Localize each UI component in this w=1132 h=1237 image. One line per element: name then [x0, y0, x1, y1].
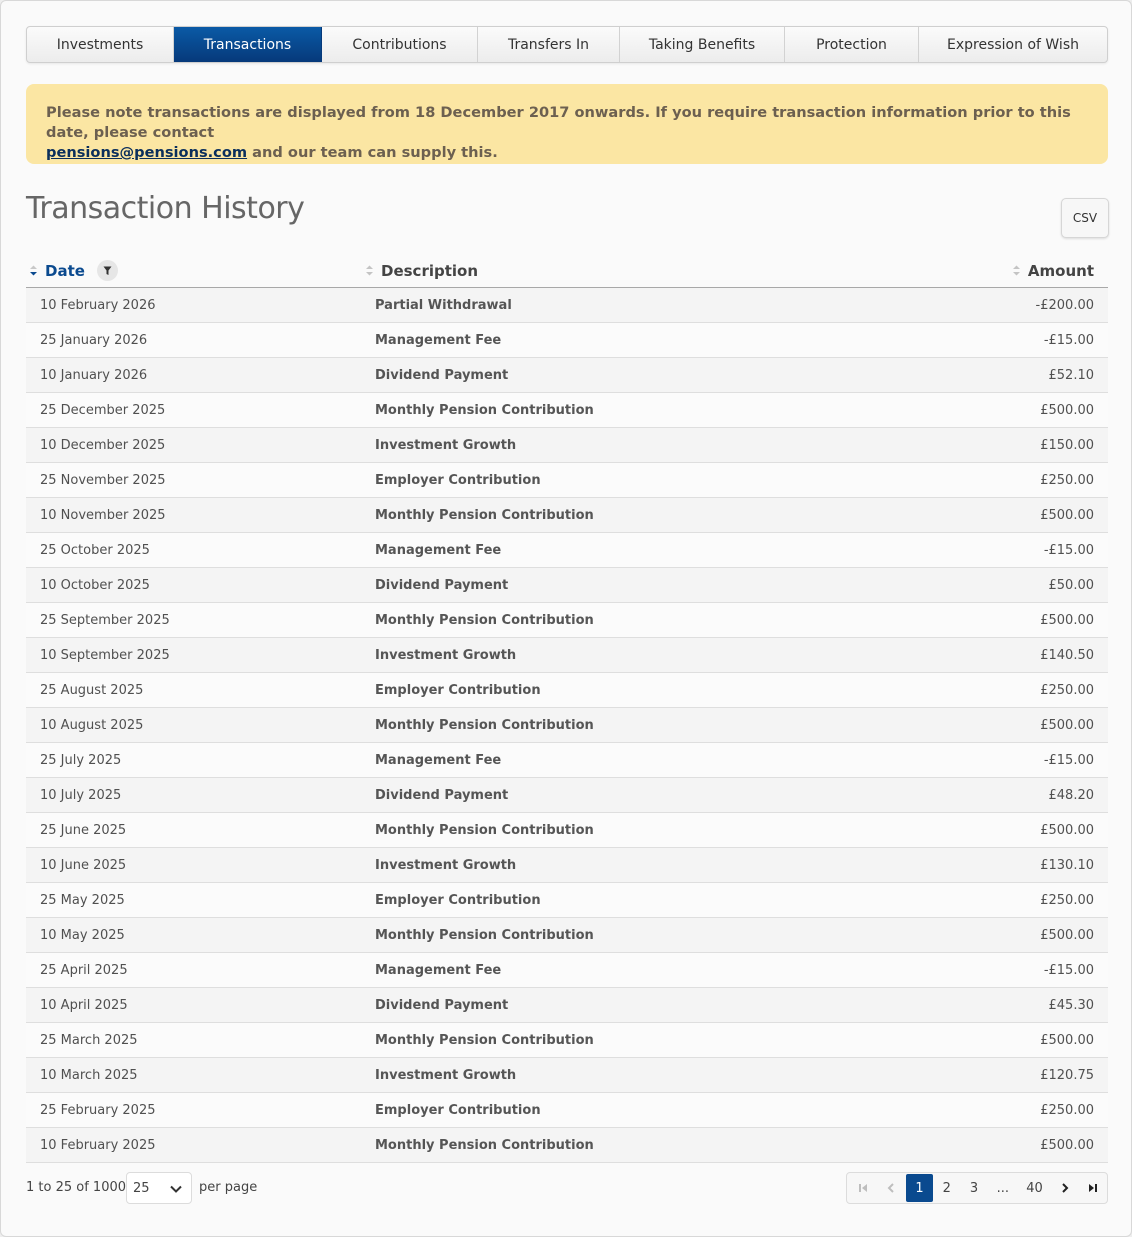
row-amount: -£15.00: [1043, 332, 1094, 348]
row-description: Monthly Pension Contribution: [375, 717, 594, 733]
column-header-amount[interactable]: [1012, 253, 1094, 288]
first-page-icon: [857, 1182, 869, 1194]
prev-page-button[interactable]: [877, 1174, 906, 1202]
column-label-description: Description: [381, 261, 479, 280]
first-page-button[interactable]: [849, 1174, 877, 1202]
transactions-table: [26, 253, 1108, 1163]
table-body: [26, 288, 1108, 1163]
column-header-date[interactable]: [29, 253, 118, 288]
tab-protection[interactable]: Protection: [785, 27, 919, 62]
notice-text: Please note transactions are displayed from 18 December 2017 onwards. If you require transaction information prior to this date, please contact: [46, 104, 1071, 141]
row-amount: £130.10: [1040, 857, 1094, 873]
table-row: [26, 848, 1108, 883]
row-date: 25 October 2025: [40, 542, 150, 558]
row-date: 25 September 2025: [40, 612, 170, 628]
row-amount: -£15.00: [1043, 752, 1094, 768]
page-title: Transaction History: [26, 191, 305, 226]
row-description: Monthly Pension Contribution: [375, 402, 594, 418]
sort-icon: [365, 264, 374, 277]
column-label-date: Date: [45, 261, 85, 280]
per-page-value: 25: [133, 1180, 150, 1196]
table-row: [26, 743, 1108, 778]
table-footer: [26, 1171, 1108, 1205]
tab-investments[interactable]: Investments: [27, 27, 174, 62]
table-row: [26, 288, 1108, 323]
row-date: 10 April 2025: [40, 997, 128, 1013]
results-range: 1 to 25 of 1000: [26, 1180, 127, 1195]
table-row: [26, 533, 1108, 568]
row-amount: -£15.00: [1043, 542, 1094, 558]
row-date: 10 October 2025: [40, 577, 150, 593]
row-amount: £250.00: [1040, 472, 1094, 488]
table-row: [26, 883, 1108, 918]
table-row: [26, 708, 1108, 743]
row-amount: £120.75: [1040, 1067, 1094, 1083]
table-row: [26, 498, 1108, 533]
table-row: [26, 813, 1108, 848]
table-row: [26, 463, 1108, 498]
column-header-description[interactable]: [365, 253, 478, 288]
prev-page-icon: [885, 1182, 897, 1194]
row-description: Investment Growth: [375, 647, 517, 663]
table-row: [26, 393, 1108, 428]
row-amount: £48.20: [1048, 787, 1094, 803]
row-date: 25 April 2025: [40, 962, 128, 978]
row-amount: £500.00: [1040, 1032, 1094, 1048]
row-description: Employer Contribution: [375, 892, 541, 908]
row-description: Investment Growth: [375, 1067, 517, 1083]
row-description: Dividend Payment: [375, 787, 509, 803]
table-row: [26, 1093, 1108, 1128]
table-header: [26, 253, 1108, 288]
page-button-2[interactable]: 2: [942, 1180, 951, 1196]
row-date: 25 December 2025: [40, 402, 166, 418]
notice-banner: [26, 84, 1108, 164]
row-amount: £250.00: [1040, 1102, 1094, 1118]
row-amount: £500.00: [1040, 402, 1094, 418]
chevron-down-icon: [169, 1182, 183, 1196]
tab-taking-benefits[interactable]: Taking Benefits: [620, 27, 785, 62]
table-row: [26, 988, 1108, 1023]
row-date: 25 June 2025: [40, 822, 127, 838]
last-page-icon: [1087, 1182, 1099, 1194]
row-date: 10 May 2025: [40, 927, 125, 943]
table-row: [26, 1023, 1108, 1058]
row-date: 10 January 2026: [40, 367, 148, 383]
row-description: Investment Growth: [375, 857, 517, 873]
row-description: Monthly Pension Contribution: [375, 1032, 594, 1048]
table-row: [26, 638, 1108, 673]
tab-expression-of-wish[interactable]: Expression of Wish: [947, 36, 1079, 53]
table-row: [26, 358, 1108, 393]
row-description: Monthly Pension Contribution: [375, 507, 594, 523]
table-row: [26, 603, 1108, 638]
sort-icon: [1012, 264, 1021, 277]
row-date: 10 March 2025: [40, 1067, 138, 1083]
row-amount: £150.00: [1040, 437, 1094, 453]
per-page-select[interactable]: [126, 1172, 192, 1204]
row-amount: £500.00: [1040, 507, 1094, 523]
last-page-button[interactable]: [1079, 1174, 1107, 1202]
tab-contributions[interactable]: Contributions: [322, 27, 478, 62]
row-description: Partial Withdrawal: [375, 297, 512, 313]
page-button-1[interactable]: 1: [906, 1174, 934, 1202]
row-description: Management Fee: [375, 962, 502, 978]
row-description: Monthly Pension Contribution: [375, 822, 594, 838]
row-date: 25 January 2026: [40, 332, 148, 348]
table-row: [26, 778, 1108, 813]
row-amount: £52.10: [1048, 367, 1094, 383]
row-description: Monthly Pension Contribution: [375, 612, 594, 628]
table-row: [26, 953, 1108, 988]
row-description: Employer Contribution: [375, 1102, 541, 1118]
notice-text-tail: and our team can supply this.: [247, 144, 498, 161]
contact-email-link[interactable]: pensions@pensions.com: [46, 144, 248, 161]
row-date: 10 December 2025: [40, 437, 166, 453]
per-page-label: per page: [199, 1180, 258, 1195]
row-amount: £500.00: [1040, 927, 1094, 943]
row-description: Dividend Payment: [375, 997, 509, 1013]
row-description: Investment Growth: [375, 437, 517, 453]
table-row: [26, 1128, 1108, 1163]
row-date: 25 March 2025: [40, 1032, 138, 1048]
row-amount: £500.00: [1040, 717, 1094, 733]
row-amount: £140.50: [1040, 647, 1094, 663]
row-amount: -£200.00: [1035, 297, 1094, 313]
filter-icon[interactable]: [97, 260, 118, 281]
next-page-button[interactable]: [1051, 1174, 1079, 1202]
table-row: [26, 323, 1108, 358]
row-description: Monthly Pension Contribution: [375, 927, 594, 943]
page-button-40[interactable]: 40: [1026, 1180, 1043, 1196]
row-description: Management Fee: [375, 542, 502, 558]
csv-export-button[interactable]: CSV: [1061, 198, 1109, 238]
row-description: Monthly Pension Contribution: [375, 1137, 594, 1153]
row-date: 10 July 2025: [40, 787, 122, 803]
row-amount: £250.00: [1040, 682, 1094, 698]
table-row: [26, 1058, 1108, 1093]
tab-transactions[interactable]: Transactions: [174, 27, 322, 62]
table-row: [26, 673, 1108, 708]
row-description: Management Fee: [375, 752, 502, 768]
tab-bar: [26, 26, 1108, 63]
row-amount: £50.00: [1048, 577, 1094, 593]
row-description: Employer Contribution: [375, 682, 541, 698]
row-date: 10 August 2025: [40, 717, 144, 733]
row-amount: £500.00: [1040, 1137, 1094, 1153]
page-button-3[interactable]: 3: [969, 1180, 979, 1196]
pagination: [846, 1172, 1108, 1204]
row-amount: -£15.00: [1043, 962, 1094, 978]
row-date: 10 February 2026: [40, 297, 156, 313]
row-amount: £250.00: [1040, 892, 1094, 908]
row-description: Dividend Payment: [375, 577, 509, 593]
row-date: 25 May 2025: [40, 892, 125, 908]
row-amount: £45.30: [1048, 997, 1094, 1013]
column-label-amount: Amount: [1027, 261, 1094, 280]
row-amount: £500.00: [1040, 612, 1094, 628]
next-page-icon: [1059, 1182, 1071, 1194]
table-row: [26, 568, 1108, 603]
table-row: [26, 428, 1108, 463]
sort-desc-icon: [29, 264, 38, 277]
row-date: 10 June 2025: [40, 857, 127, 873]
row-date: 10 February 2025: [40, 1137, 156, 1153]
table-row: [26, 918, 1108, 953]
tab-transfers-in[interactable]: Transfers In: [478, 27, 620, 62]
row-date: 25 February 2025: [40, 1102, 156, 1118]
row-date: 25 July 2025: [40, 752, 122, 768]
row-date: 25 November 2025: [40, 472, 166, 488]
row-date: 10 November 2025: [40, 507, 166, 523]
row-date: 25 August 2025: [40, 682, 144, 698]
row-description: Dividend Payment: [375, 367, 509, 383]
page-ellipsis: ...: [996, 1180, 1009, 1196]
row-date: 10 September 2025: [40, 647, 170, 663]
row-description: Management Fee: [375, 332, 502, 348]
row-description: Employer Contribution: [375, 472, 541, 488]
row-amount: £500.00: [1040, 822, 1094, 838]
